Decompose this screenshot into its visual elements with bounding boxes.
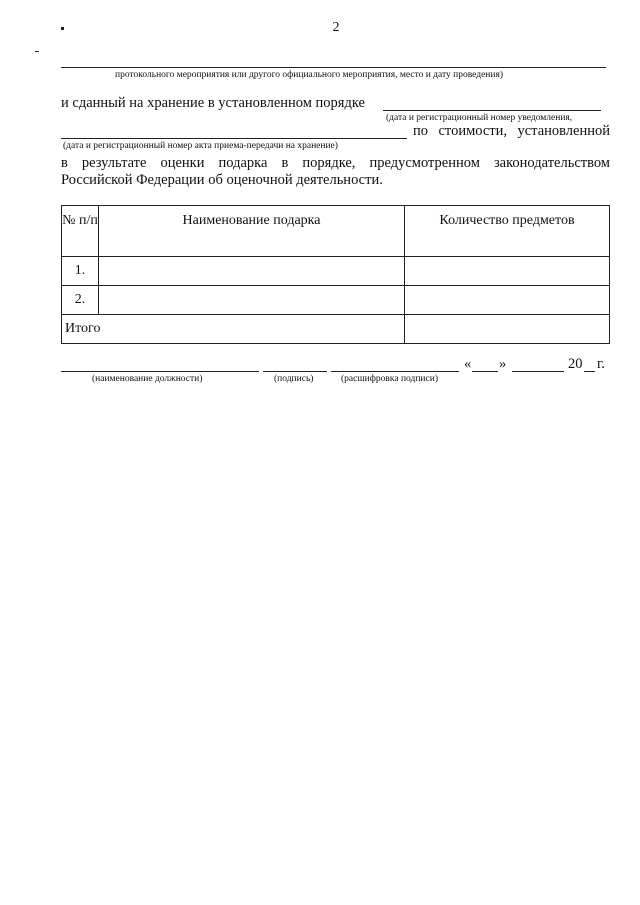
day-line xyxy=(472,371,498,372)
transcript-caption: (расшифровка подписи) xyxy=(341,374,438,384)
month-line xyxy=(512,371,564,372)
signature-line xyxy=(263,371,327,372)
quantity-cell[interactable] xyxy=(405,257,610,286)
header-quantity: Количество предметов xyxy=(405,206,610,257)
date-close-quote: » xyxy=(499,356,507,372)
page-number: 2 xyxy=(332,20,340,35)
quantity-cell[interactable] xyxy=(405,286,610,315)
storage-text: и сданный на хранение в установленном порядке xyxy=(61,95,365,111)
legislation-text: Российской Федерации об оценочной деятельности. xyxy=(61,172,383,188)
act-line xyxy=(61,138,407,139)
header-gift-name: Наименование подарка xyxy=(99,206,405,257)
assessment-text: в результате оценки подарка в порядке, предусмотренном законодательством xyxy=(61,155,610,171)
table-header-row xyxy=(62,206,610,257)
act-caption: (дата и регистрационный номер акта приема-передачи на хранение) xyxy=(63,141,338,151)
transcript-line xyxy=(331,371,459,372)
event-details-caption: протокольного мероприятия или другого официального мероприятия, место и дату проведения) xyxy=(115,70,503,80)
notification-line xyxy=(383,110,601,111)
position-line xyxy=(61,371,259,372)
value-text: по стоимости, установленной xyxy=(413,123,610,139)
total-quantity-cell[interactable] xyxy=(405,315,610,344)
gifts-table xyxy=(61,205,610,344)
year-prefix: 20 xyxy=(568,356,583,372)
row-number: 1. xyxy=(62,257,99,286)
scan-speck xyxy=(35,51,39,52)
notification-caption: (дата и регистрационный номер уведомления, xyxy=(386,113,573,123)
gift-name-cell[interactable] xyxy=(99,257,405,286)
event-details-line xyxy=(61,67,606,68)
table-row xyxy=(62,257,610,286)
date-open-quote: « xyxy=(464,356,472,372)
total-label: Итого xyxy=(62,315,405,344)
header-number: № п/п xyxy=(62,206,99,257)
scan-speck xyxy=(61,27,64,30)
year-suffix: г. xyxy=(597,356,605,372)
year-line xyxy=(584,371,595,372)
position-caption: (наименование должности) xyxy=(92,374,203,384)
table-total-row xyxy=(62,315,610,344)
signature-caption: (подпись) xyxy=(274,374,314,384)
gift-name-cell[interactable] xyxy=(99,286,405,315)
row-number: 2. xyxy=(62,286,99,315)
table-row xyxy=(62,286,610,315)
